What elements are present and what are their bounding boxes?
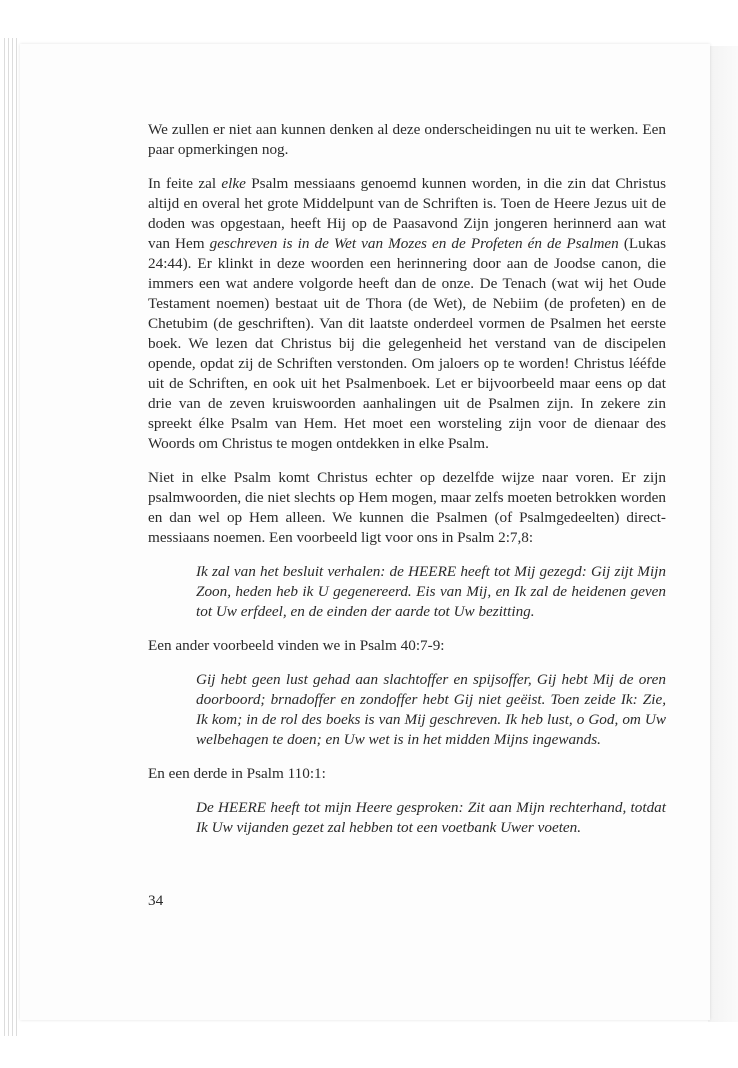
block-quote: Ik zal van het besluit verhalen: de HEERE heeft tot Mij gezegd: Gij zijt Mijn Zoon, heden heb ik U gegenereerd. Eis van Mij, en Ik zal de heidenen geven tot Uw erfdeel, en de einden der aarde tot Uw bezitting.	[196, 563, 666, 620]
paragraph: We zullen er niet aan kunnen denken al deze onderscheidingen nu uit te werken. Een paar opmerkingen nog.	[148, 121, 666, 158]
block-quote: De HEERE heeft tot mijn Heere gesproken: Zit aan Mijn rechterhand, totdat Ik Uw vijanden gezet zal hebben tot een voetbank Uwer voeten.	[196, 799, 666, 836]
emphasis-text: geschreven is in de Wet van Mozes en de Profeten én de Psalmen	[209, 235, 619, 252]
facing-page-edge	[708, 46, 738, 1022]
paragraph	[148, 174, 666, 454]
text-run: (Lukas 24:44). Er klinkt in deze woorden een herinnering door aan de Joodse canon, die immers een wat andere volgorde heeft dan de onze. De Tenach (wat wij het Oude Testament noemen) bestaat uit de Thora (de Wet), de Nebiim (de profeten) en de Chetubim (de geschriften). Van dit laatste onderdeel vormen de Psalmen het eerste boek. We lezen dat Christus bij die gelegenheid het verstand van de discipelen opende, opdat zij de Schriften verstonden. Om jaloers op te worden! Christus lééfde uit de Schriften, en ook uit het Psalmenboek. Let er bijvoorbeeld maar eens op dat drie van de zeven kruiswoorden aanhalingen uit de Psalmen zijn. In zekere zin spreekt élke Psalm van Hem. Het moet een worsteling zijn voor de dienaar des Woords om Christus te mogen ontdekken in elke Psalm.	[148, 235, 666, 452]
paragraph: Niet in elke Psalm komt Christus echter op dezelfde wijze naar voren. Er zijn psalmwoorden, die niet slechts op Hem mogen, maar zelfs moeten betrokken worden en dan wel op Hem alleen. We kunnen die Psalmen (of Psalmgedeelten) direct-messiaans noemen. Een voorbeeld ligt voor ons in Psalm 2:7,8:	[148, 469, 666, 546]
text-run: Psalm messiaans genoemd kunnen worden, in die zin dat Christus altijd en overal het grote Middelpunt van de Schriften is. Toen de Heere Jezus uit de doden was opgestaan, heeft Hij op de Paasavond Zijn jongeren herinnerd aan wat van Hem	[148, 175, 666, 252]
text-run: In feite zal	[148, 175, 222, 192]
paragraph: Een ander voorbeeld vinden we in Psalm 40:7-9:	[148, 637, 445, 654]
paragraph: En een derde in Psalm 110:1:	[148, 765, 326, 782]
page-edge	[12, 38, 13, 1036]
page-edge	[8, 38, 9, 1036]
page-number: 34	[148, 892, 164, 909]
block-quote: Gij hebt geen lust gehad aan slachtoffer en spijsoffer, Gij hebt Mij de oren doorboord; brnadoffer en zondoffer hebt Gij niet geëist. Toen zeide Ik: Zie, Ik kom; in de rol des boeks is van Mij geschreven. Ik heb lust, o God, om Uw welbehagen te doen; en Uw wet is in het midden Mijns ingewands.	[196, 671, 666, 748]
emphasis-text: elke	[221, 175, 246, 192]
page-edge	[4, 38, 5, 1036]
page-edge	[16, 38, 17, 1036]
page-body	[148, 120, 666, 852]
